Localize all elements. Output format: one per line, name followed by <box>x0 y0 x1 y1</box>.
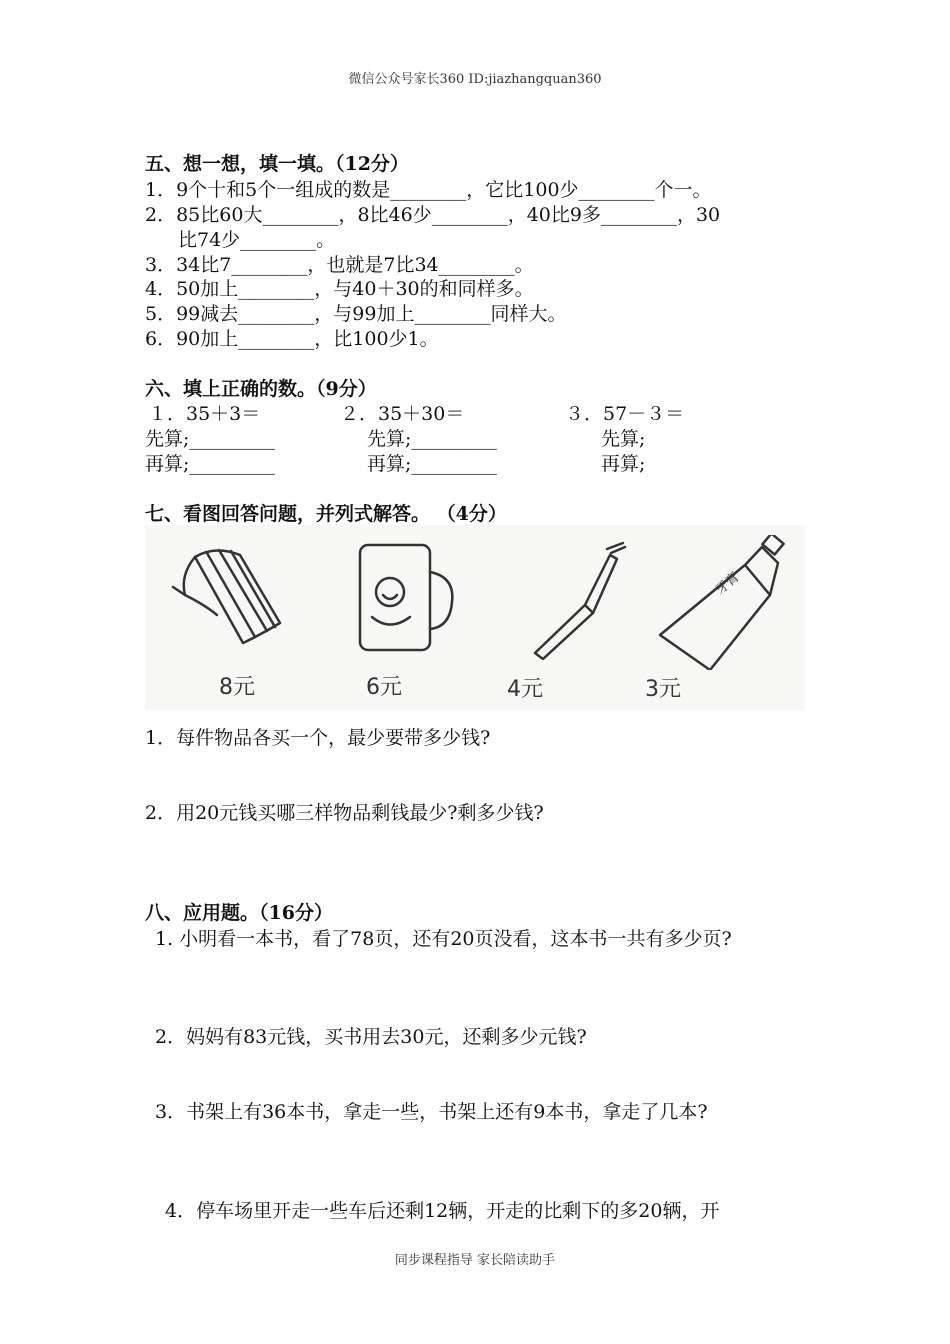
mug-price: 6元 <box>366 675 402 700</box>
section5-title: 五、想一想，填一填。（12分） <box>145 153 409 175</box>
section7-question-1: 1．每件物品各买一个，最少要带多少钱? <box>145 727 491 749</box>
calc-1-first: 先算;_________ <box>145 428 275 450</box>
toothpaste-price: 3元 <box>645 677 681 702</box>
section8-question-2: 2．妈妈有83元钱，买书用去30元，还剩多少元钱? <box>155 1026 587 1048</box>
section7-title: 七、看图回答问题，并列式解答。 （4分） <box>145 503 507 525</box>
section5-item-2-cont: 比74少________。 <box>178 229 336 251</box>
towel-icon <box>155 535 295 660</box>
section5-item-4: 4．50加上________，与40＋30的和同样多。 <box>145 278 534 300</box>
calc-1-then: 再算;_________ <box>145 453 275 475</box>
toothpaste-label: 牙膏 <box>712 569 743 599</box>
section8-question-3: 3．书架上有36本书，拿走一些，书架上还有9本书，拿走了几本? <box>155 1101 708 1123</box>
calc-3-then: 再算; <box>601 453 646 475</box>
calc-3-expr: ３．57－３＝ <box>565 403 685 425</box>
mug-icon <box>350 537 460 662</box>
section5-item-3: 3．34比7________，也就是7比34________。 <box>145 254 534 276</box>
toothbrush-icon <box>515 535 635 660</box>
section7-question-2: 2．用20元钱买哪三样物品剩钱最少?剩多少钱? <box>145 802 544 824</box>
footer-note: 同步课程指导 家长陪读助手 <box>394 1253 556 1268</box>
toothpaste-icon <box>650 535 800 670</box>
towel-price: 8元 <box>219 675 255 700</box>
calc-2-expr: ２．35＋30＝ <box>340 403 465 425</box>
section5-item-5: 5．99减去________，与99加上________同样大。 <box>145 303 567 325</box>
section6-title: 六、填上正确的数。（9分） <box>145 378 377 400</box>
section8-question-4: 4．停车场里开走一些车后还剩12辆，开走的比剩下的多20辆，开 <box>165 1200 720 1222</box>
calc-2-first: 先算;_________ <box>367 428 497 450</box>
section8-question-1: 1. 小明看一本书，看了78页，还有20页没看，这本书一共有多少页? <box>155 928 732 950</box>
calc-3-first: 先算; <box>601 428 646 450</box>
section5-item-2: 2．85比60大________，8比46少________，40比9多________，30 <box>145 204 721 226</box>
section5-item-1: 1．9个十和5个一组成的数是________，它比100少________个一。 <box>145 179 712 201</box>
calc-1-expr: １．35＋3＝ <box>148 403 261 425</box>
header-note: 微信公众号家长360 ID:jiazhangquan360 <box>348 72 602 87</box>
toothbrush-price: 4元 <box>507 677 543 702</box>
calc-2-then: 再算;_________ <box>367 453 497 475</box>
products-illustration <box>145 525 805 710</box>
section8-title: 八、应用题。（16分） <box>145 902 333 924</box>
section5-item-6: 6．90加上________，比100少1。 <box>145 328 439 350</box>
